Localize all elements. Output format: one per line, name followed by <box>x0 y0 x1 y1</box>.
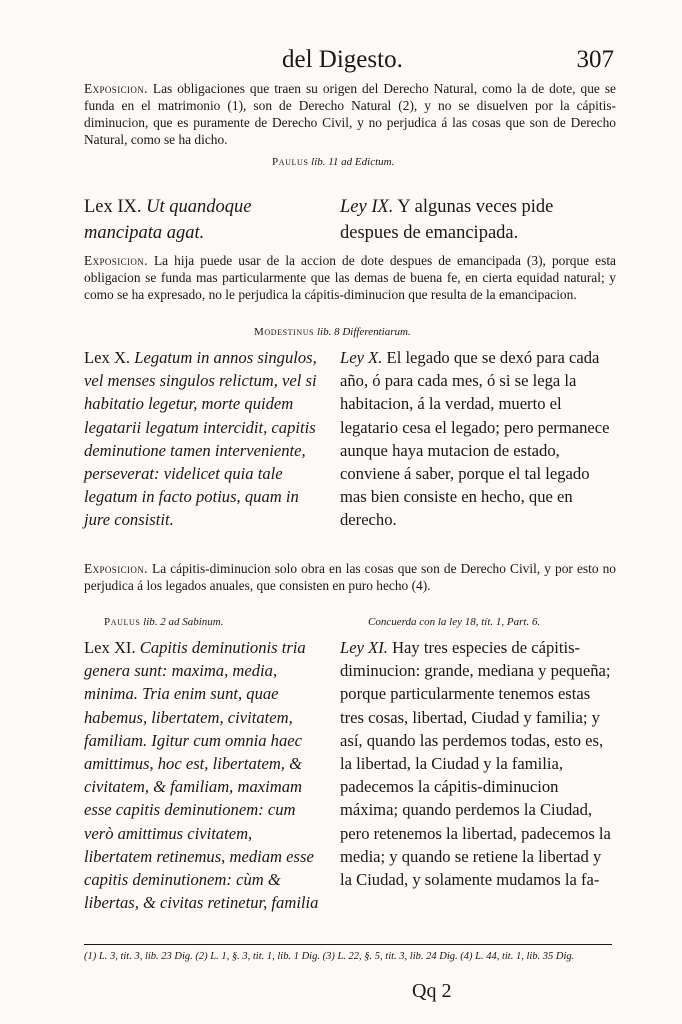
exposition-label: Exposicion. <box>84 561 148 576</box>
exposition-text: La hija puede usar de la accion de dote despues de emancipada (3), porque esta obligacion se funda mas particularmente que las demas de buena fe, en cierta equidad natural; y como se ha expresado, no le perjudica la cápitis-diminucion que resulta de la emancipacion. <box>84 253 616 302</box>
latin-lex-text: Ut quandoque mancipata agat. <box>84 197 252 243</box>
latin-column-lex-11 <box>84 636 322 914</box>
spanish-ley-number: Ley IX. <box>340 197 394 217</box>
latin-lex-number: Lex X. <box>84 348 131 367</box>
latin-lex-text: Capitis deminutionis tria genera sunt: maxima, media, minima. Tria enim sunt, quae habemus, libertatem, civitatem, familiam. Igitur cum omnia haec amittimus, hoc est, libertatem, & civitatem, & familiam, maximam esse capitis deminutionem: cum verò amittimus civitatem, libertatem retinemus, mediam esse capitis deminutionem: cùm & libertas, & civitas retinetur, familia <box>84 638 319 913</box>
signature-mark: Qq 2 <box>412 980 452 1002</box>
spanish-ley-text: El legado que se dexó para cada año, ó para cada mes, ó si se lega la habitacion, á la verdad, muerto el legatario cesa el legado; pero permanece aunque haya mutacion de estado, conviene á saber, porque el tal legado mas bien consiste en hecho, que en derecho. <box>340 348 610 530</box>
source-citation <box>104 616 224 628</box>
latin-lex-number: Lex IX. <box>84 197 142 217</box>
exposition-text: Las obligaciones que traen su origen del Derecho Natural, como la de dote, que se funda en el matrimonio (1), son de Derecho Natural (2), y no se disuelven por la cápitis-diminucion, que es puramente de Derecho Civil, y no perjudica á las cosas que son de Derecho Natural, como se ha dicho. <box>84 81 616 147</box>
page-header <box>84 46 614 80</box>
latin-column-lex-10 <box>84 346 322 532</box>
exposition-paragraph <box>84 560 616 594</box>
spanish-column-ley-10 <box>340 346 612 532</box>
running-title: del Digesto. <box>282 46 403 73</box>
exposition-paragraph <box>84 252 616 303</box>
source-citation <box>272 156 394 168</box>
source-reference: lib. 11 ad Edictum. <box>308 156 395 168</box>
source-citation <box>254 326 411 338</box>
spanish-column-ley-11 <box>340 636 612 891</box>
exposition-text: La cápitis-diminucion solo obra en las cosas que son de Derecho Civil, y por esto no perjudica á los legados anuales, que consisten en puro hecho (4). <box>84 561 616 593</box>
exposition-paragraph <box>84 80 616 148</box>
source-reference: lib. 8 Differentiarum. <box>314 326 411 338</box>
page-number: 307 <box>576 46 614 73</box>
source-author: Paulus <box>104 616 141 628</box>
source-author: Paulus <box>272 156 309 168</box>
spanish-ley-number: Ley X. <box>340 348 383 367</box>
latin-column-lex-9 <box>84 194 322 246</box>
concordance-note: Concuerda con la ley 18, tít. 1, Part. 6. <box>368 616 541 628</box>
spanish-ley-number: Ley XI. <box>340 638 388 657</box>
latin-lex-number: Lex XI. <box>84 638 136 657</box>
footnote-divider <box>84 944 612 945</box>
latin-lex-text: Legatum in annos singulos, vel menses singulos relictum, vel si habitatio legetur, morte quidem legatarii legatum intercidit, capitis deminutione tamen interveniente, perseverat: videlicet quia tale legatum in facto potius, quam in jure consistit. <box>84 348 317 530</box>
footnotes: (1) L. 3, tit. 3, lib. 23 Dig. (2) L. 1, §. 3, tit. 1, lib. 1 Dig. (3) L. 22, §. 5, tit. 3, lib. 24 Dig. (4) L. 44, tit. 1, lib. 35 Dig. <box>84 951 575 962</box>
spanish-ley-text: Y algunas veces pide despues de emancipada. <box>340 197 554 243</box>
spanish-ley-text: Hay tres especies de cápitis-diminucion: grande, mediana y pequeña; porque particularmente tenemos estas tres cosas, libertad, Ciudad y familia; y así, quando las perdemos todas, esto es, la libertad, la Ciudad y la familia, padecemos la cápitis-diminucion máxima; quando perdemos la Ciudad, pero retenemos la libertad, padecemos la media; y quando se retiene la libertad y la Ciudad, y solamente mudamos la fa- <box>340 638 611 890</box>
source-author: Modestinus <box>254 326 315 338</box>
exposition-label: Exposicion. <box>84 253 148 268</box>
source-reference: lib. 2 ad Sabinum. <box>140 616 224 628</box>
exposition-label: Exposicion. <box>84 81 148 96</box>
spanish-column-ley-9 <box>340 194 612 246</box>
